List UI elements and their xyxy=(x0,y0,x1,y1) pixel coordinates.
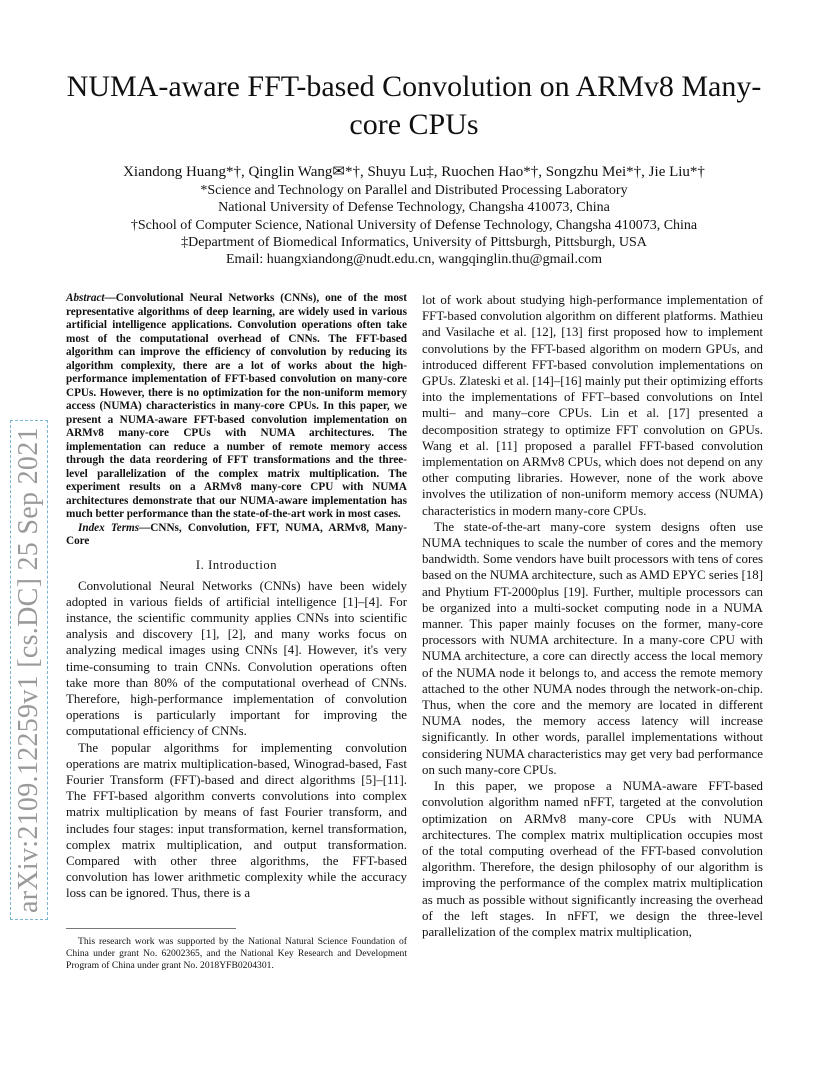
author-block xyxy=(40,162,788,268)
abstract-text: —Convolutional Neural Networks (CNNs), one of the most representative algorithms of deep learning, are widely used in various artificial intelligence applications. Convolution operations often take most of the computational overhead of CNNs. The FFT-based algorithm can improve the efficiency of convolution by reducing its algorithm complexity, there are a lot of works about the high-performance implementation of FFT-based convolution on many-core CPUs. However, there is no optimization for the non-uniform memory access (NUMA) characteristics in many-core CPUs. In this paper, we present a NUMA-aware FFT-based convolution implementation on ARMv8 many-core CPUs with NUMA architectures. The implementation can reduce a number of remote memory access through the data reordering of FFT transformations and the three-level parallelization of the complex matrix multiplication. The experiment results on a ARMv8 many-core CPU with NUMA architectures demonstrate that our NUMA-aware implementation has much better performance than the state-of-the-art work in most cases. xyxy=(66,292,407,520)
affiliation-3: †School of Computer Science, National University of Defense Technology, Changsha 410073, China xyxy=(130,217,698,233)
author-emails: Email: huangxiandong@nudt.edu.cn, wangqinglin.thu@gmail.com xyxy=(225,252,603,268)
paper-title: NUMA-aware FFT-based Convolution on ARMv8 Many-core CPUs xyxy=(66,70,762,141)
author-names: Xiandong Huang*†, Qinglin Wang✉*†, Shuyu Lu‡, Ruochen Hao*†, Songzhu Mei*†, Jie Liu*† xyxy=(123,164,705,180)
footnote-funding: This research work was supported by the National Natural Science Foundation of China under grant No. 62002365, and the National Key Research and Development Program of China under grant No. 2018YFB0204301. xyxy=(66,936,407,971)
footnote-rule xyxy=(66,928,236,929)
left-column xyxy=(66,292,407,902)
intro-paragraph-2: The popular algorithms for implementing convolution operations are matrix multiplication-based, Winograd-based, Fast Fourier Transform (FFT)-based and direct algorithms [5]–[11]. The FFT-based algorithm converts convolutions into complex matrix multiplication by means of fast Fourier transform, and includes four stages: input transformation, kernel transformation, complex matrix multiplication, and output transformation. Compared with other three algorithms, the FFT-based convolution has lower arithmetic complexity while the accuracy loss can be ignored. Thus, there is a xyxy=(66,740,407,901)
intro-paragraph-5: In this paper, we propose a NUMA-aware FFT-based convolution algorithm named nFFT, targeted at the convolution optimization on ARMv8 many-core CPUs with NUMA architectures. The complex matrix multiplication occupies most of the total computing overhead of the FFT-based convolution algorithm. Therefore, the design philosophy of our algorithm is improving the performance of the complex matrix multiplication as much as possible without significantly increasing the overhead of the left stages. In nFFT, we design the three-level parallelization of the complex matrix multiplication, xyxy=(422,779,763,939)
index-terms xyxy=(66,522,407,549)
arxiv-stamp[interactable]: arXiv:2109.12259v1 [cs.DC] 25 Sep 2021 xyxy=(10,420,48,920)
index-terms-text: —CNNs, Convolution, FFT, NUMA, ARMv8, Many-Core xyxy=(66,521,407,547)
intro-paragraph-4: The state-of-the-art many-core system designs often use NUMA techniques to scale the number of cores and the memory bandwidth. Some vendors have built processors with tens of cores based on the NUMA architecture, such as AMD EPYC series [18] and Phytium FT-2000plus [19]. Further, multiple processors can be organized into a multi-socket computing node in a NUMA manner. This paper mainly focuses on the former, many-core processors with NUMA architecture. In a many-core CPU with NUMA architecture, a core can directly access the local memory of the NUMA node it belongs to, and access the remote memory attached to the other NUMA nodes through the network-on-chip. Thus, when the core and the memory are located in different NUMA nodes, the memory access latency will increase significantly. In other words, parallel implementations without considering NUMA characteristics may get very bad performance on such many-core CPUs. xyxy=(422,519,763,777)
index-terms-label: Index Terms xyxy=(78,521,140,534)
section-heading-introduction: I. Introduction xyxy=(195,557,278,572)
affiliation-2: National University of Defense Technology, Changsha 410073, China xyxy=(218,200,610,216)
affiliation-4: ‡Department of Biomedical Informatics, University of Pittsburgh, Pittsburgh, USA xyxy=(181,234,647,250)
abstract xyxy=(66,292,407,522)
intro-paragraph-3: lot of work about studying high-performance implementation of FFT-based convolution algorithm on different platforms. Mathieu and Vasilache et al. [12], [13] first proposed how to implement convolutions by the FFT-based algorithm on modern GPUs, and introduced different FFT-based convolution implementations on GPUs. Zlateski et al. [14]–[16] mainly put their optimizing efforts into the implementations of FFT–based convolutions on Intel multi– and many–core CPUs. Lin et al. [17] presented a decomposition strategy to optimize FFT convolution on GPUs. Wang et al. [11] proposed a parallel FFT-based convolution implementation on ARMv8 CPUs, which does not depend on any other computing libraries. However, none of the work above involves the utilization of non-uniform memory access (NUMA) characteristics in modern many-core CPUs. xyxy=(422,293,763,518)
affiliation-1: *Science and Technology on Parallel and Distributed Processing Laboratory xyxy=(200,183,628,198)
abstract-label: Abstract xyxy=(66,292,105,304)
right-column xyxy=(422,292,763,940)
intro-paragraph-1: Convolutional Neural Networks (CNNs) have been widely adopted in various fields of artificial intelligence [1]–[4]. For instance, the scientific community applies CNNs into scientific analysis and discovery [1], [2], and many works focus on analyzing medical images using CNNs [4]. However, it's very time-consuming to train CNNs. Convolution operations often take more than 80% of the computational overhead of CNNs. Therefore, high-performance implementation of convolution operations is particularly important for improving the computational efficiency of CNNs. xyxy=(66,578,407,739)
